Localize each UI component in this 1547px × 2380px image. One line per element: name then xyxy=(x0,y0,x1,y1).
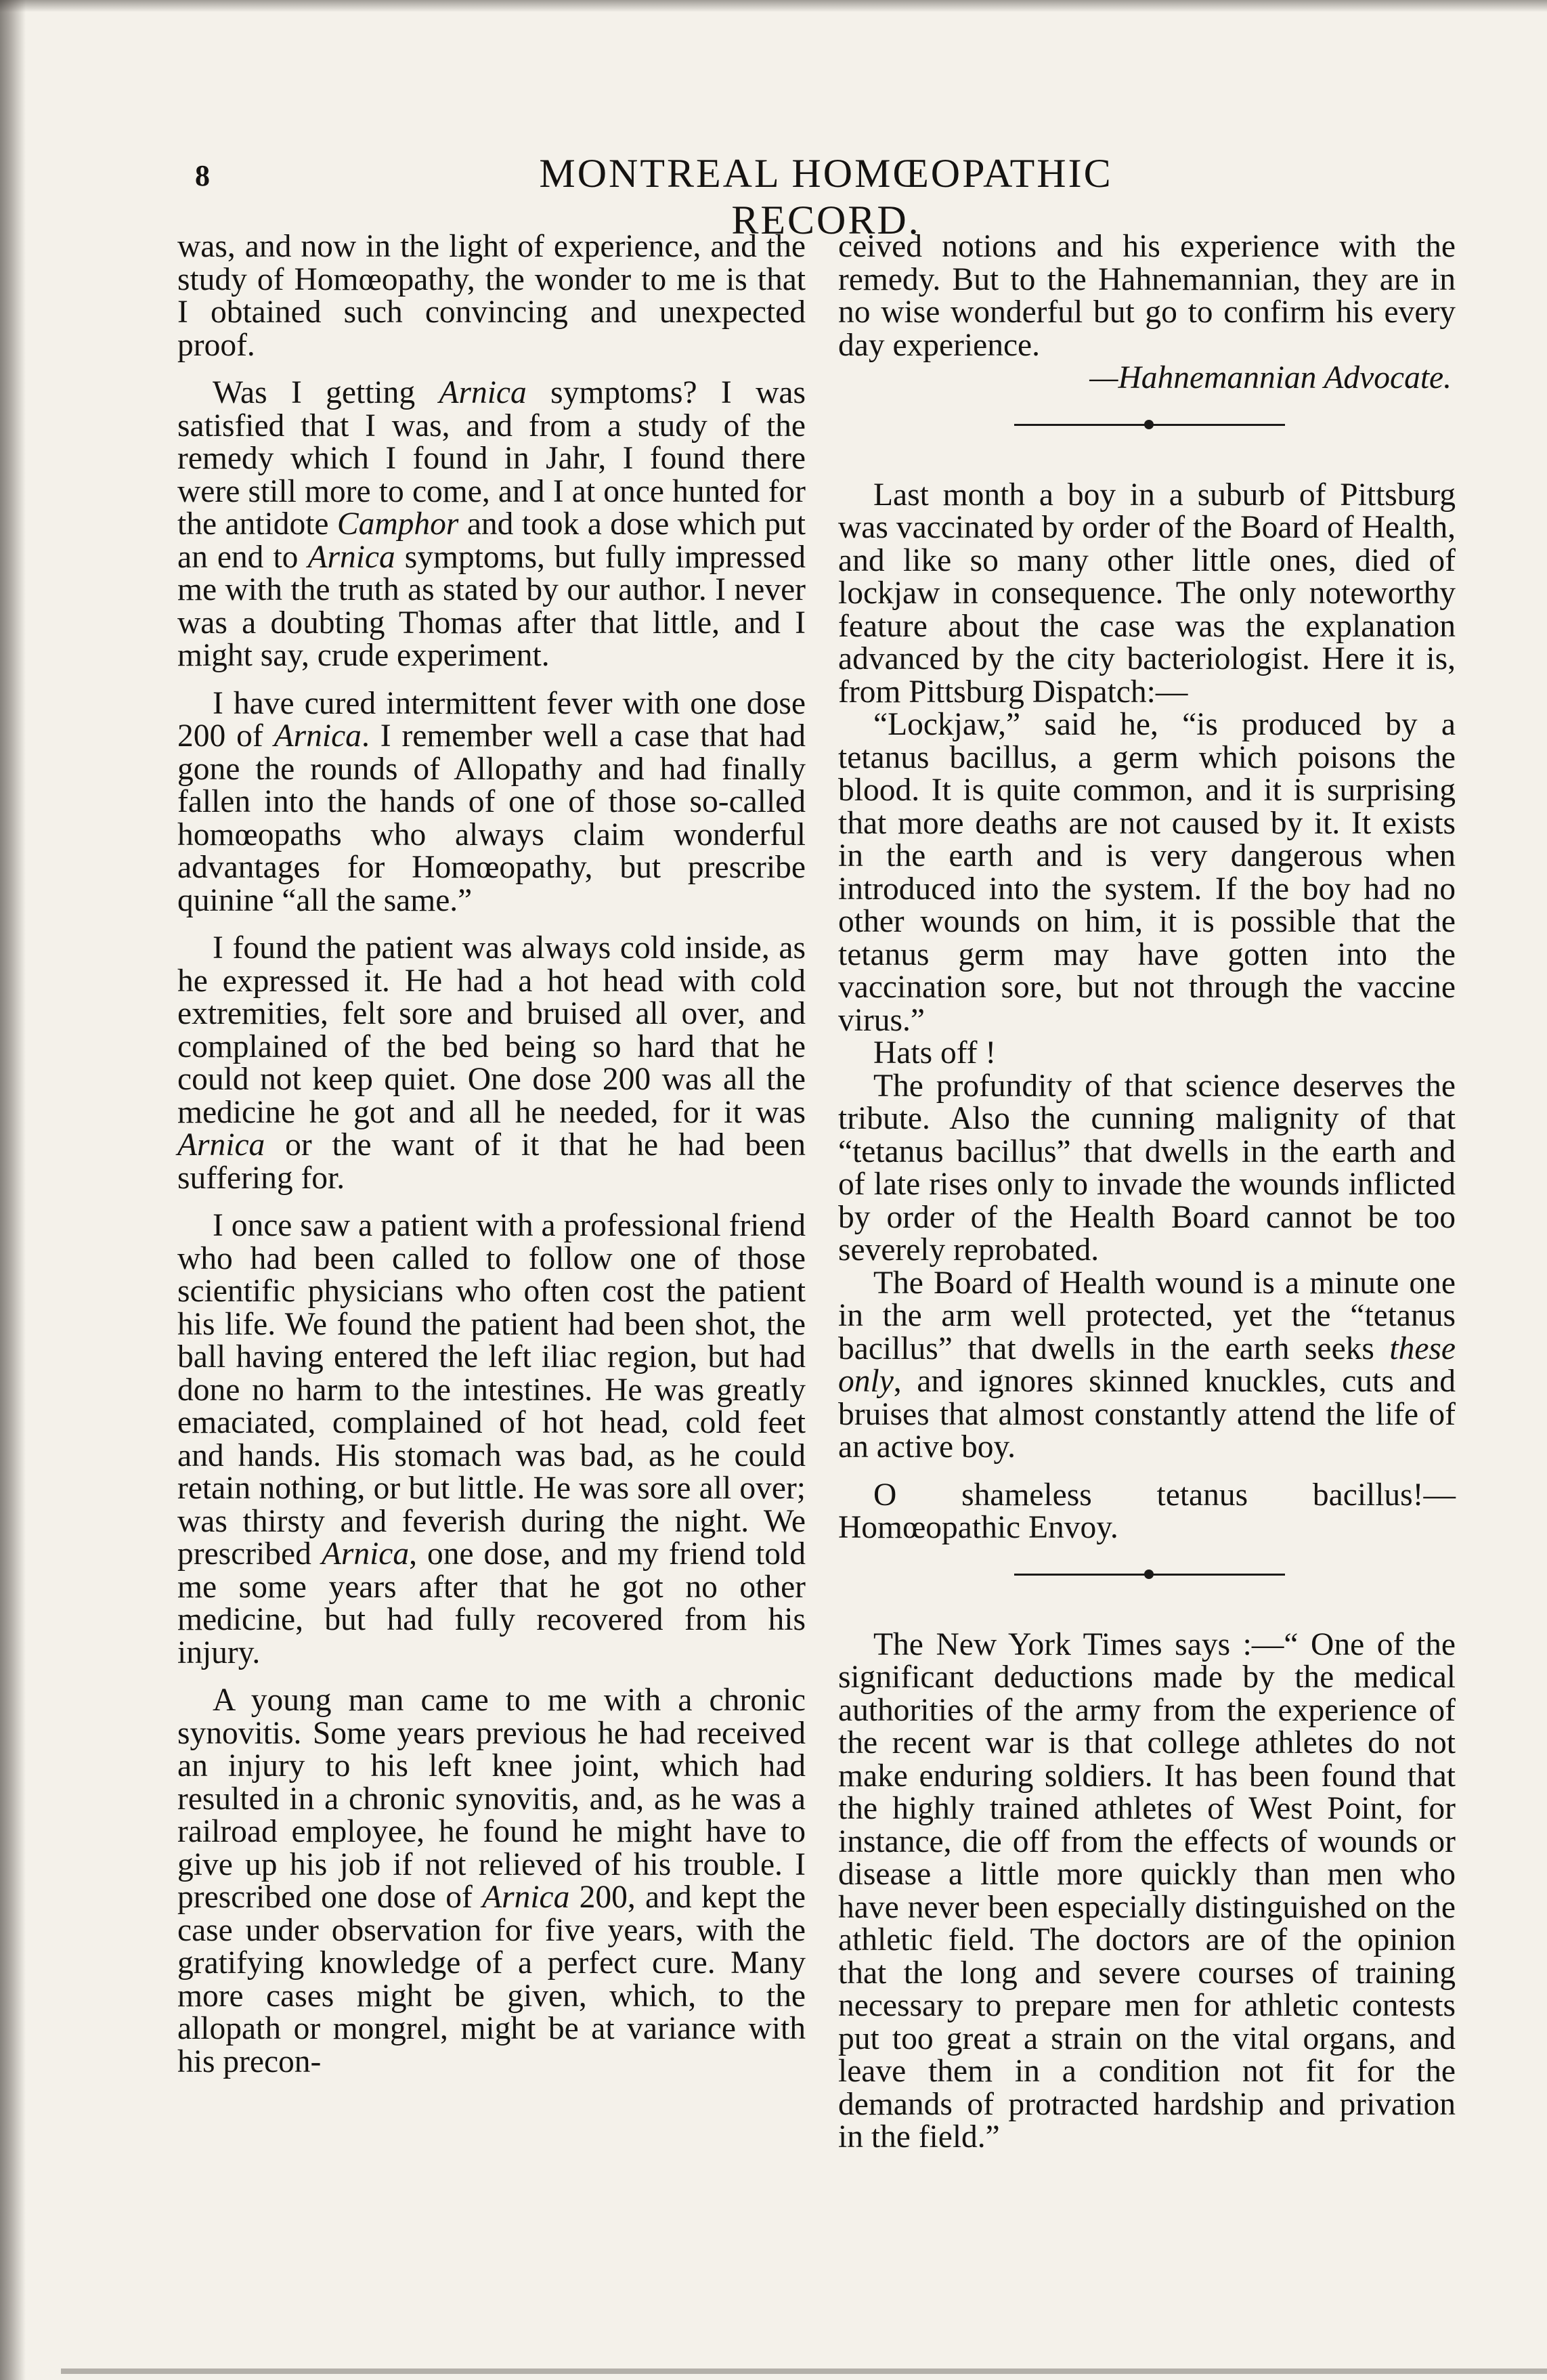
section-divider xyxy=(838,407,1456,442)
right-column xyxy=(838,230,1456,2154)
article-paragraph: was, and now in the light of experience, and the study of Homœopathy, the wonder to me is that I obtained such convincing and unexpected proof. xyxy=(177,229,806,363)
scan-edge-top xyxy=(0,0,1547,12)
divider-ornament xyxy=(1144,1570,1154,1579)
article-paragraph: I once saw a patient with a professional friend who had been called to follow one of those scientific physicians who often cost the patient his life. We found the patient had been shot, the ball having entered the left iliac region, but had done no harm to the intestines. He was greatly emaciated, complained of hot head, cold feet and hands. His stomach was bad, as he could retain nothing, or but little. He was sore all over; was thirsty and feverish during the night. We prescribed Arnica, one dose, and my friend told me some years after that he got no other medicine, but had fully recovered from his injury. xyxy=(177,1208,806,1670)
article-paragraph: Hats off ! xyxy=(873,1035,997,1070)
left-column xyxy=(177,230,806,2078)
page-number: 8 xyxy=(195,159,210,192)
article-paragraph: Last month a boy in a suburb of Pittsburg was vaccinated by order of the Board of Health, and like so many other little ones, died of lockjaw in consequence. The only noteworthy feature about the case was the explanation advanced by the city bacteriologist. Here it is, from Pittsburg Dispatch:— xyxy=(838,477,1456,710)
journal-title: MONTREAL HOMŒOPATHIC RECORD. xyxy=(539,151,1113,242)
article-paragraph: The Board of Health wound is a minute one in the arm well protected, yet the “tetanus bacillus” that dwells in the earth seeks these only, and ignores skinned knuckles, cuts and bruises that almost constantly attend the life of an active boy. xyxy=(838,1265,1456,1465)
article-paragraph: “Lockjaw,” said he, “is produced by a tetanus bacillus, a germ which poisons the blood. It is quite common, and it is surprising that more deaths are not caused by it. It exists in the earth and is very dangerous when introduced into the system. If the boy had no other wounds on him, it is possible that the tetanus germ may have gotten into the vaccination sore, but not through the vaccine virus.” xyxy=(838,707,1456,1038)
article-paragraph: ceived notions and his experience with the remedy. But to the Hahnemannian, they are in no wise wonderful but go to confirm his every day experience. xyxy=(838,229,1456,363)
divider-ornament xyxy=(1144,420,1154,429)
article-attribution: —Hahnemannian Advocate. xyxy=(1089,360,1452,395)
article-paragraph: Was I getting Arnica symptoms? I was satisfied that I was, and from a study of the remedy which I found in Jahr, I found there were still more to come, and I at once hunted for the antidote Camphor and took a dose which put an end to Arnica symptoms, but fully impressed me with the truth as stated by our author. I never was a doubting Thomas after that little, and I might say, crude experiment. xyxy=(177,375,806,673)
article-paragraph: The New York Times says :—“ One of the significant deductions made by the medical authorities of the army from the experience of the recent war is that college athletes do not make enduring soldiers. It has been found that the highly trained athletes of West Point, for instance, die off from the effects of wounds or disease a little more quickly than men who have never been especially distinguished on the athletic field. The doctors are of the opinion that the long and severe courses of training necessary to prepare men for athletic contests put too great a strain on the vital organs, and leave them in a condition not fit for the demands of protracted hardship and privation in the field.” xyxy=(838,1626,1456,2155)
article-paragraph: O shameless tetanus bacillus!—Homœopathic Envoy. xyxy=(838,1477,1456,1545)
article-paragraph: I found the patient was always cold inside, as he expressed it. He had a hot head with cold extremities, felt sore and bruised all over, and complained of the bed being so hard that he could not keep quiet. One dose 200 was all the medicine he got and all he needed, for it was Arnica or the want of it that he had been suffering for. xyxy=(177,930,806,1196)
article-paragraph: I have cured intermittent fever with one dose 200 of Arnica. I remember well a case that had gone the rounds of Allopathy and had finally fallen into the hands of one of those so-called homœopaths who always claim wonderful advantages for Homœopathy, but prescribe quinine “all the same.” xyxy=(177,685,806,918)
article-paragraph: The profundity of that science deserves the tribute. Also the cunning malignity of that “tetanus bacillus” that dwells in the earth and of late rises only to invade the wounds inflicted by order of the Health Board cannot be too severely reprobated. xyxy=(838,1068,1456,1268)
section-divider xyxy=(838,1557,1456,1592)
scan-edge-bottom xyxy=(61,2368,1547,2374)
article-paragraph: A young man came to me with a chronic synovitis. Some years previous he had received an injury to his left knee joint, which had resulted in a chronic synovitis, and, as he was a railroad employee, he found he might have to give up his job if not relieved of his trouble. I prescribed one dose of Arnica 200, and kept the case under observation for five years, with the gratifying knowledge of a perfect cure. Many more cases might be given, which, to the allopath or mongrel, might be at variance with his precon- xyxy=(177,1683,806,2079)
running-head xyxy=(0,150,1547,242)
scan-edge-left xyxy=(0,0,26,2380)
